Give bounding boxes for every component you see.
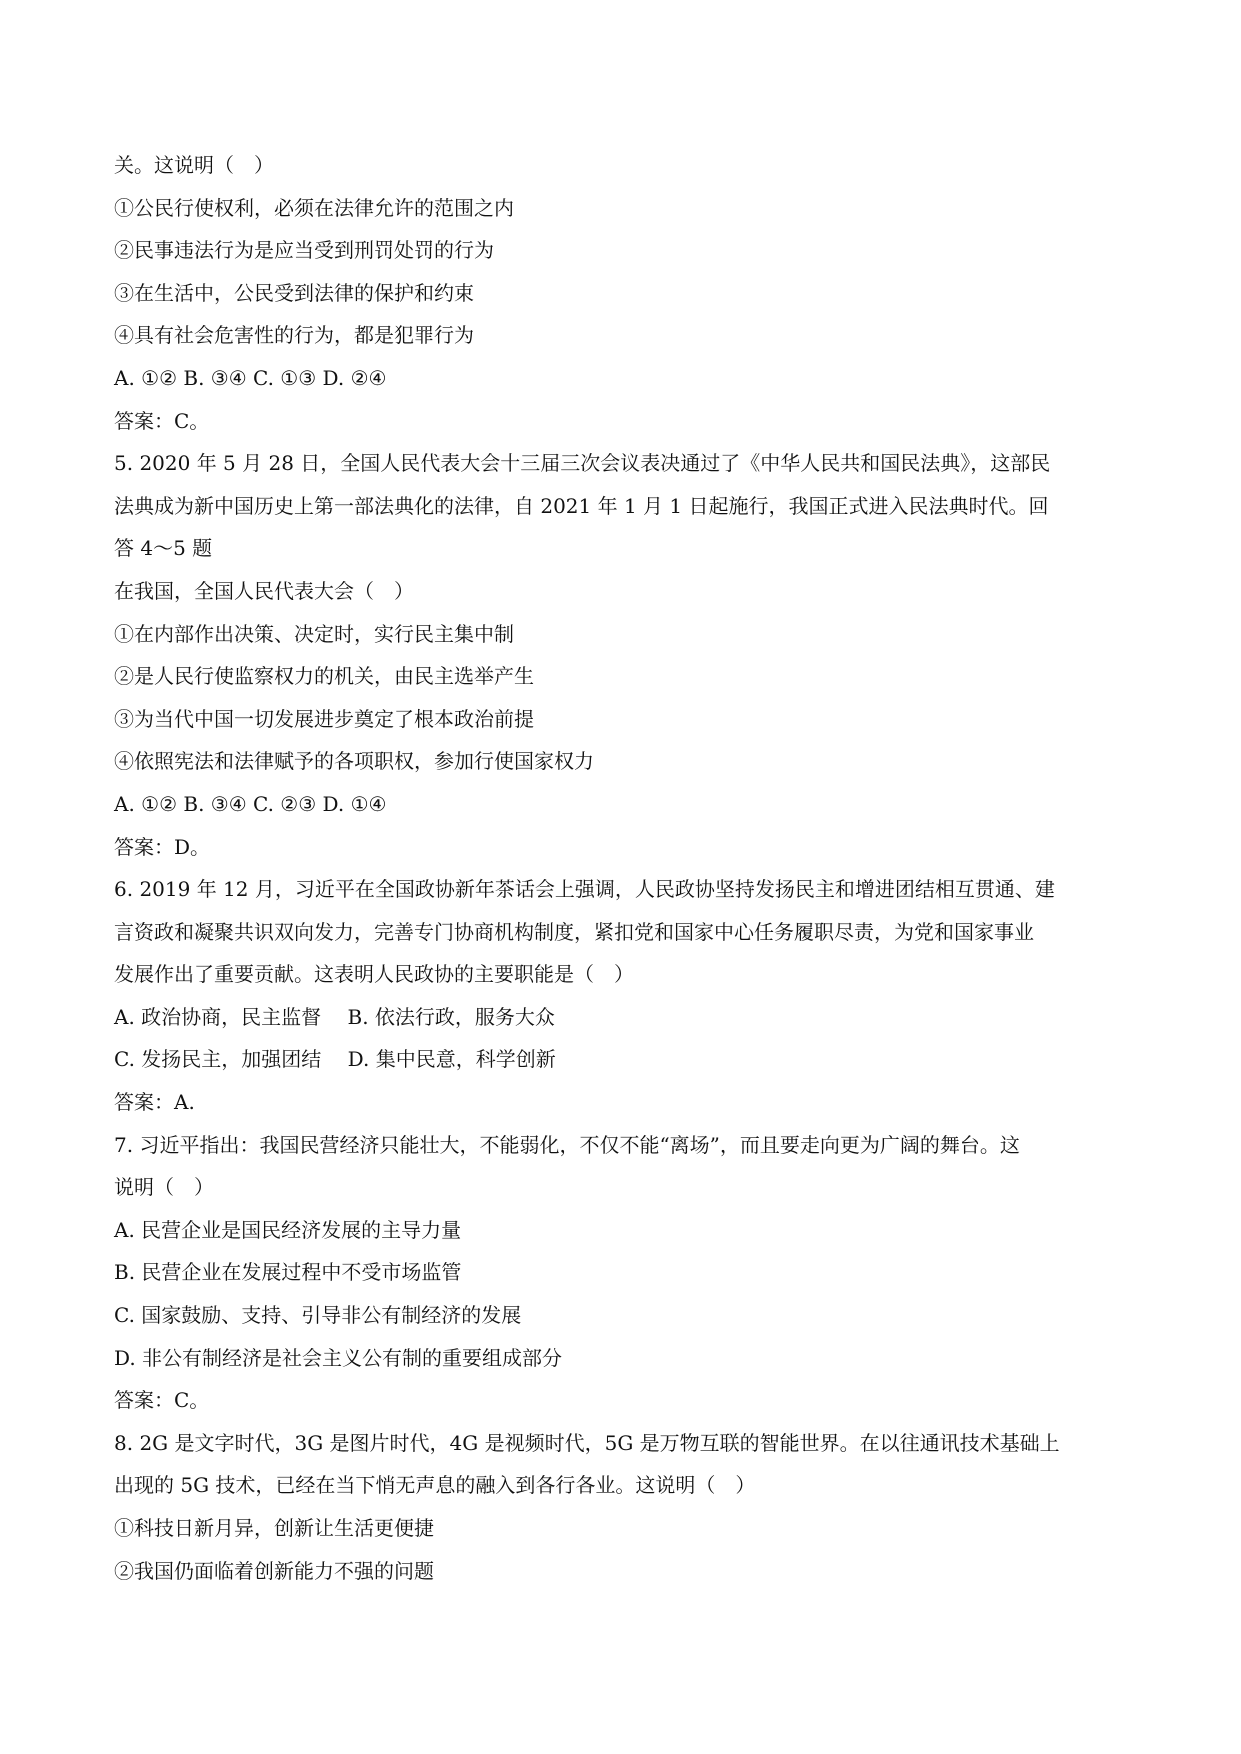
text-line: ④依照宪法和法律赋予的各项职权，参加行使国家权力 [114,749,594,774]
text-line: 法典成为新中国历史上第一部法典化的法律，自 2021 年 1 月 1 日起施行，我国正式进入民法典时代。回 [114,493,1049,518]
text-line: 关。这说明（ ） [114,153,274,177]
text-line: 答 4～5 题 [114,536,213,561]
text-line: ①科技日新月异，创新让生活更便捷 [114,1516,434,1540]
answer-option-line: C. 国家鼓励、支持、引导非公有制经济的发展 [114,1303,522,1328]
text-line: ①在内部作出决策、决定时，实行民主集中制 [114,621,514,646]
answer-key-line: 答案：D。 [114,834,211,859]
answer-key-line: 答案：C。 [114,408,210,433]
text-line: ②我国仍面临着创新能力不强的问题 [114,1558,434,1583]
answer-options-line: A. ①② B. ③④ C. ①③ D. ②④ [114,365,387,390]
text-line: 言资政和凝聚共识双向发力，完善专门协商机构制度，紧扣党和国家中心任务履职尽责，为党和国家事业 [114,919,1034,944]
text-line: 说明（ ） [114,1175,214,1200]
answer-key-line: 答案：A. [114,1090,195,1115]
question-line: 5. 2020 年 5 月 28 日，全国人民代表大会十三届三次会议表决通过了《中华人民共和国民法典》，这部民 [114,451,1051,476]
text-line: 在我国，全国人民代表大会（ ） [114,578,414,603]
answer-options-line: A. ①② B. ③④ C. ②③ D. ①④ [114,791,387,816]
text-line: 出现的 5G 技术，已经在当下悄无声息的融入到各行各业。这说明（ ） [114,1473,756,1498]
answer-option-line: A. 民营企业是国民经济发展的主导力量 [114,1217,462,1242]
text-line: ④具有社会危害性的行为，都是犯罪行为 [114,323,474,348]
answer-options-line: A. 政治协商，民主监督 B. 依法行政，服务大众 [114,1004,555,1029]
answer-options-line: C. 发扬民主，加强团结 D. 集中民意，科学创新 [114,1047,556,1072]
answer-key-line: 答案：C。 [114,1388,210,1413]
question-line: 7. 习近平指出：我国民营经济只能壮大，不能弱化，不仅不能“离场”，而且要走向更为广阔的舞台。这 [114,1132,1020,1157]
answer-option-line: D. 非公有制经济是社会主义公有制的重要组成部分 [114,1345,563,1370]
question-line: 6. 2019 年 12 月，习近平在全国政协新年茶话会上强调，人民政协坚持发扬民主和增进团结相互贯通、建 [114,877,1055,902]
text-line: ③在生活中，公民受到法律的保护和约束 [114,280,474,305]
answer-option-line: B. 民营企业在发展过程中不受市场监管 [114,1260,462,1285]
text-line: ②民事违法行为是应当受到刑罚处罚的行为 [114,238,494,263]
text-line: ①公民行使权利，必须在法律允许的范围之内 [114,195,514,220]
question-line: 8. 2G 是文字时代，3G 是图片时代，4G 是视频时代，5G 是万物互联的智能世界。在以往通讯技术基础上 [114,1430,1060,1455]
text-line: ③为当代中国一切发展进步奠定了根本政治前提 [114,706,534,731]
text-line: ②是人民行使监察权力的机关，由民主选举产生 [114,664,534,689]
document-body [114,144,1134,1592]
text-line: 发展作出了重要贡献。这表明人民政协的主要职能是（ ） [114,962,634,987]
